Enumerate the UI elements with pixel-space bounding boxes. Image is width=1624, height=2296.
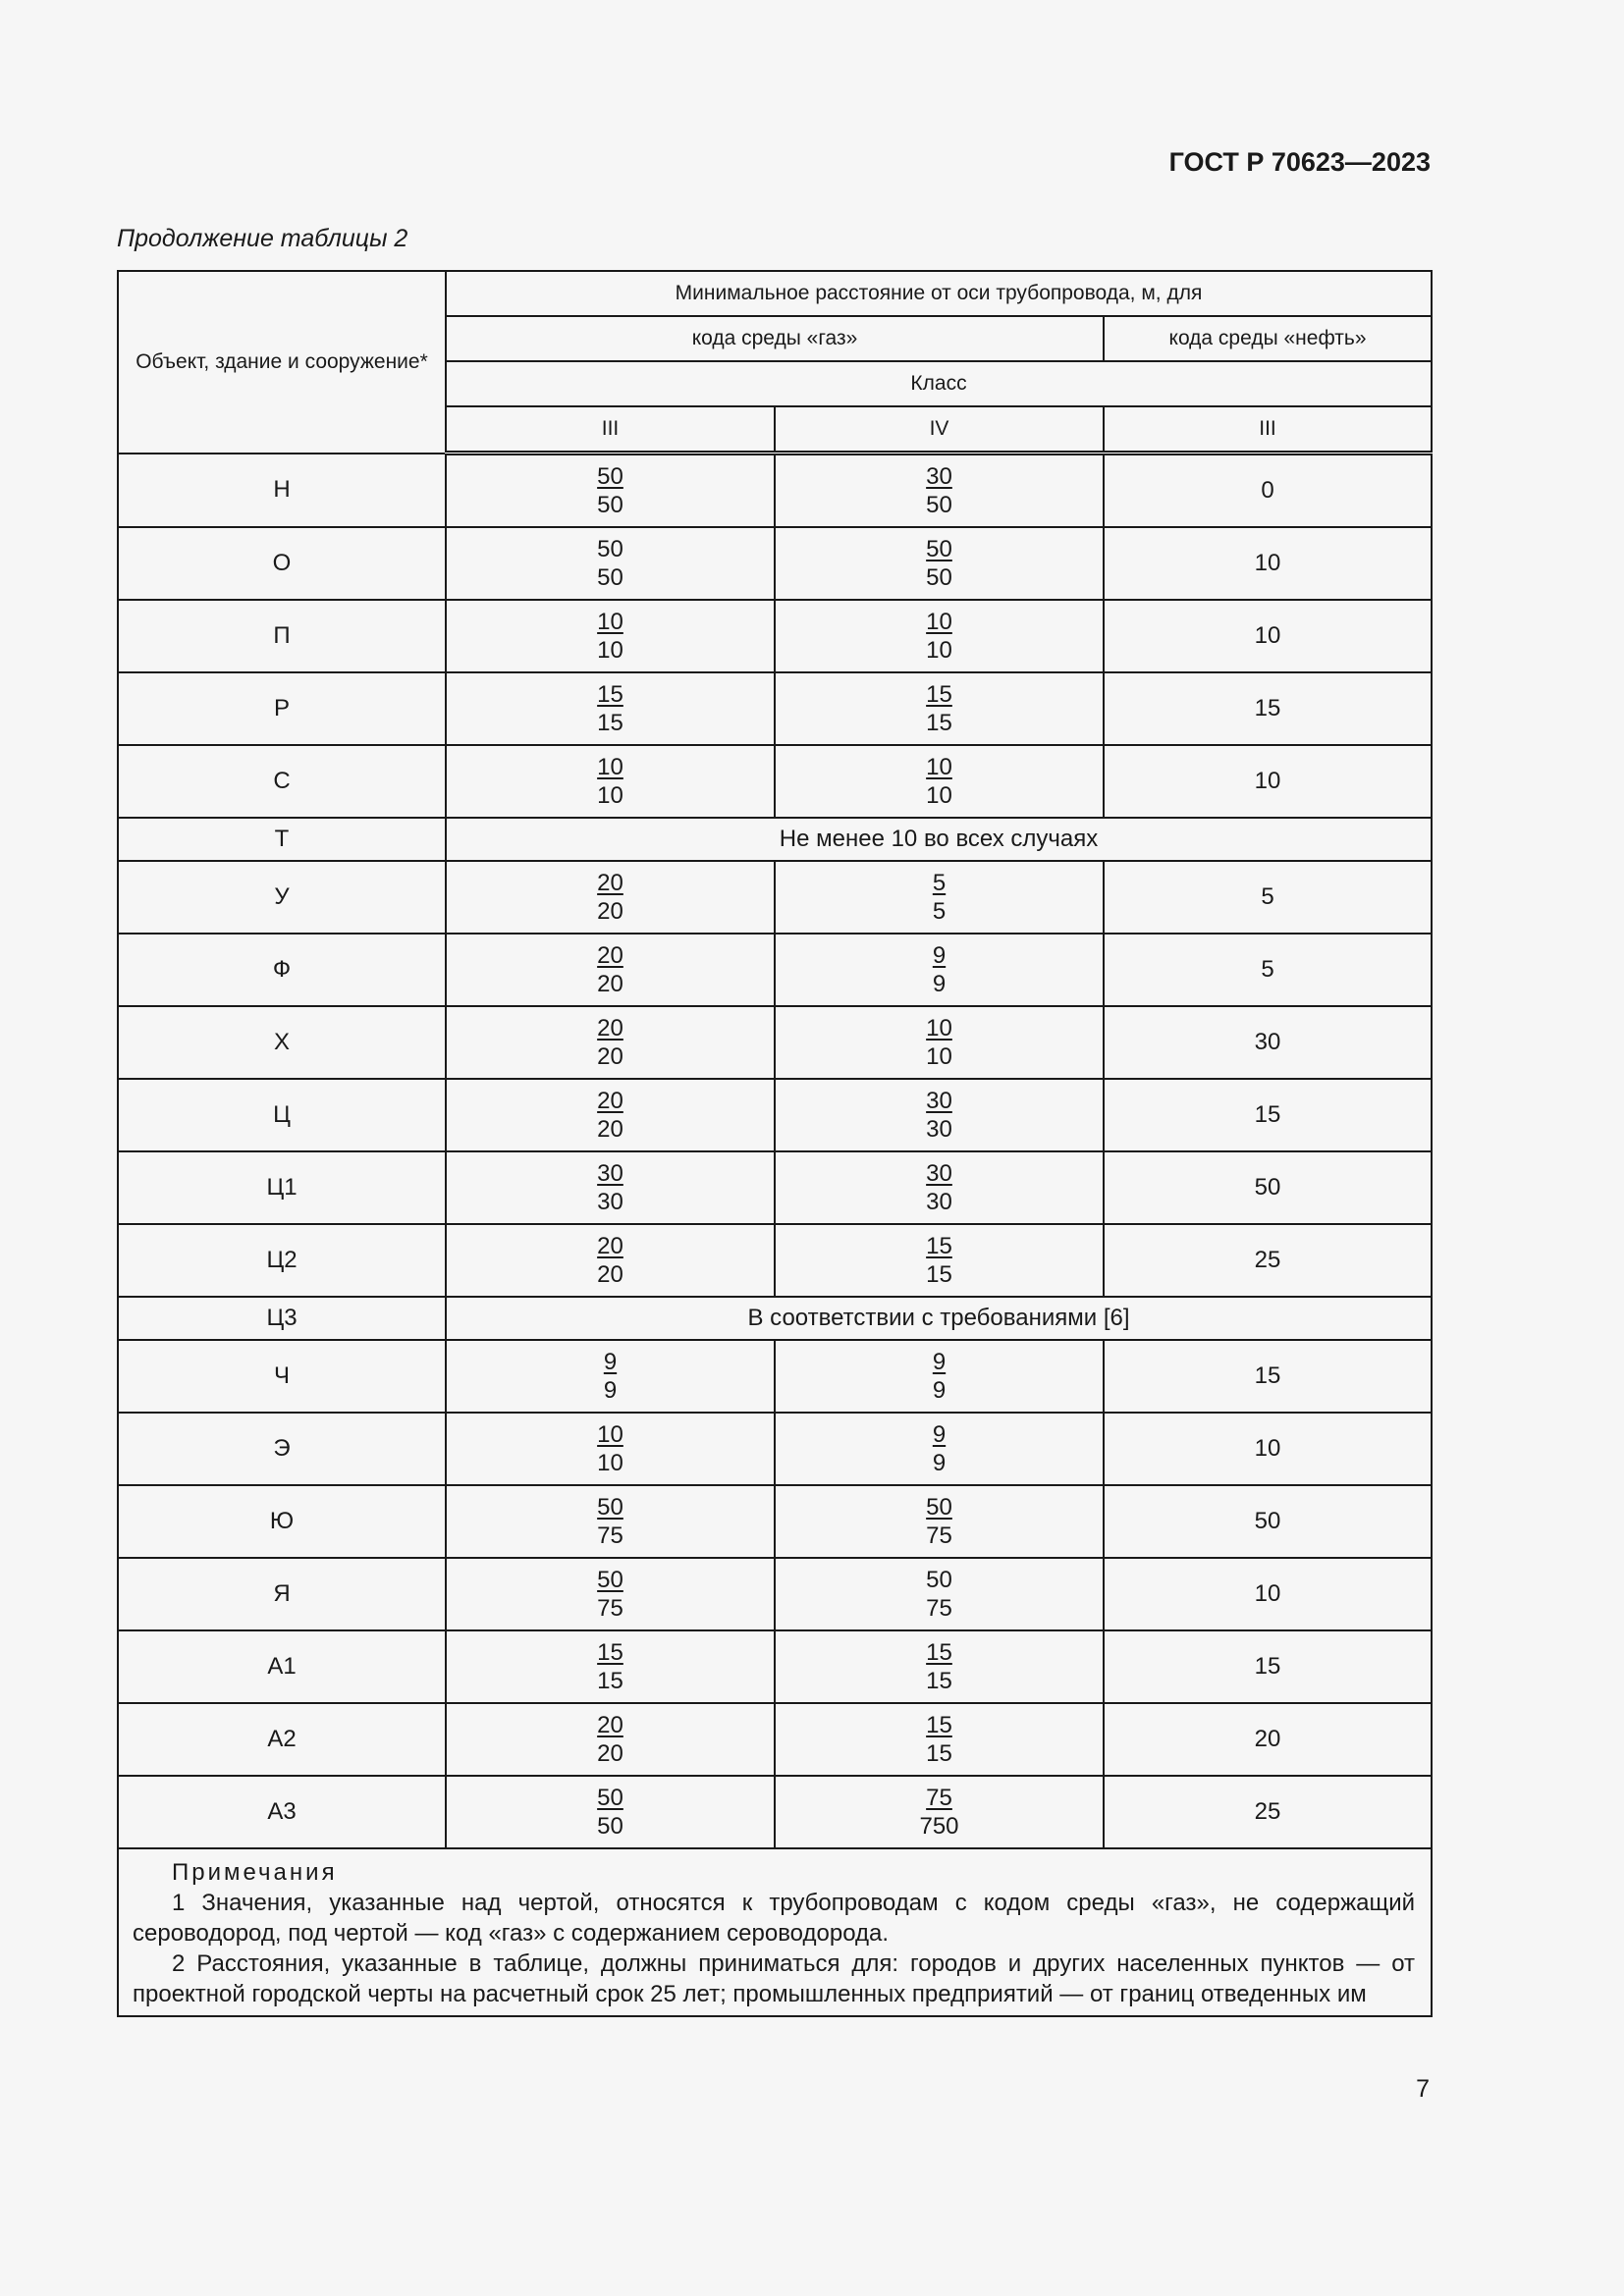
- object-name: Р: [118, 672, 446, 745]
- distance-cell-g3: [446, 1006, 775, 1079]
- header-gas: кода среды «газ»: [446, 316, 1104, 361]
- value-with-h2s: 50: [597, 564, 623, 591]
- note-1: 1 Значения, указанные над чертой, относятся к трубопроводам с кодом среды «газ», не содержащий сероводород, под чертой — код «газ» с содержанием сероводорода.: [133, 1890, 1416, 1947]
- object-name: Я: [118, 1558, 446, 1630]
- distance-cell-g3: [446, 600, 775, 672]
- object-name: Х: [118, 1006, 446, 1079]
- value-with-h2s: 5: [932, 898, 947, 925]
- fraction: [597, 535, 623, 592]
- header-min-distance: Минимальное расстояние от оси трубопровода, м, для: [446, 271, 1432, 316]
- value-no-h2s: 20: [597, 1233, 623, 1259]
- value-no-h2s: 10: [926, 1015, 952, 1041]
- distance-cell-g3: [446, 1703, 775, 1776]
- distance-cell-g4: [775, 600, 1104, 672]
- oil-distance: 5: [1104, 861, 1432, 934]
- oil-distance: 15: [1104, 1630, 1432, 1703]
- value-with-h2s: 20: [597, 971, 623, 997]
- value-no-h2s: 10: [597, 754, 623, 780]
- value-with-h2s: 20: [597, 898, 623, 925]
- value-no-h2s: 9: [932, 942, 947, 969]
- value-with-h2s: 15: [926, 1740, 952, 1767]
- value-with-h2s: 10: [926, 637, 952, 664]
- fraction: [926, 680, 952, 737]
- oil-distance: 50: [1104, 1151, 1432, 1224]
- fraction: [597, 941, 623, 998]
- fraction: [926, 535, 952, 592]
- note-2: 2 Расстояния, указанные в таблице, должны приниматься для: городов и других населенных пунктов — от проектной городской черты на расчетный срок 25 лет; промышленных предприятий — от границ отведенных им: [133, 1950, 1416, 2007]
- value-with-h2s: 15: [926, 1261, 952, 1288]
- value-no-h2s: 20: [597, 942, 623, 969]
- merged-value: Не менее 10 во всех случаях: [446, 818, 1432, 861]
- value-with-h2s: 75: [926, 1522, 952, 1549]
- fraction: [933, 1348, 946, 1405]
- fraction: [597, 1159, 623, 1216]
- distance-cell-g4: [775, 672, 1104, 745]
- table-row: [118, 527, 1432, 600]
- value-no-h2s: 9: [603, 1349, 618, 1375]
- value-no-h2s: 10: [597, 609, 623, 635]
- value-with-h2s: 75: [597, 1595, 623, 1622]
- value-with-h2s: 10: [597, 637, 623, 664]
- table-row: [118, 672, 1432, 745]
- table-row: [118, 934, 1432, 1006]
- fraction: [926, 1566, 952, 1623]
- value-with-h2s: 20: [597, 1043, 623, 1070]
- object-name: П: [118, 600, 446, 672]
- oil-distance: 25: [1104, 1224, 1432, 1297]
- object-name: Ц3: [118, 1297, 446, 1340]
- value-with-h2s: 10: [597, 1450, 623, 1476]
- distance-cell-g4: [775, 1558, 1104, 1630]
- header-oil-class-3: III: [1104, 406, 1432, 454]
- value-with-h2s: 15: [597, 1668, 623, 1694]
- distance-cell-g3: [446, 1079, 775, 1151]
- value-no-h2s: 10: [597, 1421, 623, 1448]
- distance-cell-g3: [446, 1413, 775, 1485]
- value-with-h2s: 50: [597, 492, 623, 518]
- object-name: Ф: [118, 934, 446, 1006]
- header-object: Объект, здание и сооружение*: [118, 271, 446, 454]
- value-with-h2s: 9: [932, 1377, 947, 1404]
- fraction: [597, 1420, 623, 1477]
- distance-cell-g4: [775, 1776, 1104, 1848]
- object-name: С: [118, 745, 446, 818]
- value-with-h2s: 50: [597, 1813, 623, 1840]
- value-with-h2s: 9: [932, 971, 947, 997]
- fraction: [919, 1784, 958, 1841]
- oil-distance: 10: [1104, 745, 1432, 818]
- table-row: [118, 745, 1432, 818]
- value-no-h2s: 20: [597, 1088, 623, 1114]
- fraction: [926, 1232, 952, 1289]
- fraction: [933, 941, 946, 998]
- distance-cell-g3: [446, 1558, 775, 1630]
- table-row: [118, 1079, 1432, 1151]
- oil-distance: 50: [1104, 1485, 1432, 1558]
- distance-cell-g4: [775, 745, 1104, 818]
- value-no-h2s: 50: [597, 463, 623, 490]
- fraction: [597, 753, 623, 810]
- value-with-h2s: 20: [597, 1261, 623, 1288]
- fraction: [933, 1420, 946, 1477]
- fraction: [597, 608, 623, 665]
- oil-distance: 15: [1104, 1079, 1432, 1151]
- value-no-h2s: 50: [597, 1494, 623, 1521]
- oil-distance: 15: [1104, 1340, 1432, 1413]
- value-no-h2s: 15: [926, 1712, 952, 1738]
- object-name: Т: [118, 818, 446, 861]
- oil-distance: 0: [1104, 454, 1432, 528]
- notes-heading: Примечания: [172, 1859, 338, 1886]
- value-no-h2s: 50: [926, 1494, 952, 1521]
- table-row: [118, 1413, 1432, 1485]
- header-gas-class-3: III: [446, 406, 775, 454]
- fraction: [597, 462, 623, 519]
- value-with-h2s: 20: [597, 1116, 623, 1143]
- oil-distance: 20: [1104, 1703, 1432, 1776]
- oil-distance: 10: [1104, 527, 1432, 600]
- table-row: [118, 1006, 1432, 1079]
- oil-distance: 15: [1104, 672, 1432, 745]
- value-no-h2s: 10: [926, 609, 952, 635]
- value-with-h2s: 30: [926, 1189, 952, 1215]
- value-no-h2s: 30: [926, 463, 952, 490]
- value-no-h2s: 50: [926, 536, 952, 562]
- value-no-h2s: 50: [926, 1567, 952, 1593]
- distance-table: [117, 270, 1433, 2017]
- distance-cell-g4: [775, 1485, 1104, 1558]
- value-no-h2s: 30: [926, 1160, 952, 1187]
- distance-cell-g3: [446, 934, 775, 1006]
- distance-cell-g3: [446, 745, 775, 818]
- fraction: [597, 1638, 623, 1695]
- table-row: [118, 1703, 1432, 1776]
- oil-distance: 10: [1104, 1558, 1432, 1630]
- table-row: [118, 818, 1432, 861]
- object-name: Ц2: [118, 1224, 446, 1297]
- value-no-h2s: 20: [597, 1015, 623, 1041]
- table-row: [118, 454, 1432, 528]
- value-with-h2s: 30: [926, 1116, 952, 1143]
- table-row: [118, 1485, 1432, 1558]
- value-no-h2s: 15: [926, 1233, 952, 1259]
- value-with-h2s: 20: [597, 1740, 623, 1767]
- object-name: О: [118, 527, 446, 600]
- fraction: [926, 1493, 952, 1550]
- value-with-h2s: 15: [926, 1668, 952, 1694]
- fraction: [926, 1638, 952, 1695]
- oil-distance: 30: [1104, 1006, 1432, 1079]
- value-no-h2s: 9: [932, 1349, 947, 1375]
- merged-value: В соответствии с требованиями [6]: [446, 1297, 1432, 1340]
- fraction: [597, 1784, 623, 1841]
- distance-cell-g4: [775, 454, 1104, 528]
- value-no-h2s: 15: [926, 681, 952, 708]
- oil-distance: 10: [1104, 1413, 1432, 1485]
- value-with-h2s: 9: [603, 1377, 618, 1404]
- distance-cell-g4: [775, 1079, 1104, 1151]
- fraction: [926, 1159, 952, 1216]
- value-no-h2s: 20: [597, 1712, 623, 1738]
- fraction: [597, 1711, 623, 1768]
- distance-cell-g3: [446, 1776, 775, 1848]
- fraction: [926, 1087, 952, 1144]
- notes-cell: [118, 1848, 1432, 2016]
- table-row: [118, 1558, 1432, 1630]
- fraction: [933, 869, 946, 926]
- fraction: [597, 869, 623, 926]
- object-name: Ю: [118, 1485, 446, 1558]
- value-with-h2s: 10: [597, 782, 623, 809]
- distance-cell-g4: [775, 1703, 1104, 1776]
- table-row: [118, 1340, 1432, 1413]
- value-no-h2s: 50: [597, 1567, 623, 1593]
- fraction: [926, 753, 952, 810]
- distance-cell-g3: [446, 861, 775, 934]
- value-with-h2s: 30: [597, 1189, 623, 1215]
- distance-cell-g3: [446, 527, 775, 600]
- table-caption: Продолжение таблицы 2: [117, 225, 408, 252]
- distance-cell-g3: [446, 454, 775, 528]
- object-name: А1: [118, 1630, 446, 1703]
- value-no-h2s: 50: [597, 536, 623, 562]
- distance-cell-g3: [446, 1630, 775, 1703]
- distance-cell-g3: [446, 1224, 775, 1297]
- object-name: А2: [118, 1703, 446, 1776]
- distance-cell-g3: [446, 1340, 775, 1413]
- value-with-h2s: 10: [926, 782, 952, 809]
- value-no-h2s: 30: [926, 1088, 952, 1114]
- oil-distance: 25: [1104, 1776, 1432, 1848]
- value-with-h2s: 15: [926, 710, 952, 736]
- table-row: [118, 1151, 1432, 1224]
- value-no-h2s: 20: [597, 870, 623, 896]
- object-name: А3: [118, 1776, 446, 1848]
- fraction: [604, 1348, 617, 1405]
- value-no-h2s: 15: [926, 1639, 952, 1666]
- value-no-h2s: 9: [932, 1421, 947, 1448]
- value-with-h2s: 50: [926, 564, 952, 591]
- value-with-h2s: 75: [926, 1595, 952, 1622]
- fraction: [597, 1087, 623, 1144]
- fraction: [597, 1493, 623, 1550]
- oil-distance: 10: [1104, 600, 1432, 672]
- distance-cell-g4: [775, 861, 1104, 934]
- fraction: [597, 680, 623, 737]
- value-with-h2s: 15: [597, 710, 623, 736]
- distance-cell-g3: [446, 1151, 775, 1224]
- header-class: Класс: [446, 361, 1432, 406]
- value-with-h2s: 750: [919, 1813, 959, 1840]
- value-no-h2s: 75: [926, 1785, 952, 1811]
- fraction: [597, 1232, 623, 1289]
- distance-cell-g4: [775, 934, 1104, 1006]
- table-row: [118, 1224, 1432, 1297]
- value-with-h2s: 50: [926, 492, 952, 518]
- notes-row: [118, 1848, 1432, 2016]
- value-no-h2s: 30: [597, 1160, 623, 1187]
- distance-cell-g3: [446, 1485, 775, 1558]
- header-oil: кода среды «нефть»: [1104, 316, 1432, 361]
- fraction: [926, 608, 952, 665]
- value-no-h2s: 15: [597, 681, 623, 708]
- oil-distance: 5: [1104, 934, 1432, 1006]
- header-gas-class-4: IV: [775, 406, 1104, 454]
- fraction: [597, 1566, 623, 1623]
- table-row: [118, 1297, 1432, 1340]
- document-id: ГОСТ Р 70623—2023: [1168, 147, 1431, 177]
- object-name: Н: [118, 454, 446, 528]
- distance-cell-g4: [775, 1224, 1104, 1297]
- table-row: [118, 1630, 1432, 1703]
- object-name: Ц1: [118, 1151, 446, 1224]
- distance-cell-g4: [775, 1006, 1104, 1079]
- value-with-h2s: 75: [597, 1522, 623, 1549]
- object-name: У: [118, 861, 446, 934]
- value-with-h2s: 9: [932, 1450, 947, 1476]
- value-with-h2s: 10: [926, 1043, 952, 1070]
- fraction: [597, 1014, 623, 1071]
- object-name: Ц: [118, 1079, 446, 1151]
- table-row: [118, 1776, 1432, 1848]
- value-no-h2s: 10: [926, 754, 952, 780]
- object-name: Э: [118, 1413, 446, 1485]
- distance-cell-g4: [775, 1630, 1104, 1703]
- value-no-h2s: 5: [932, 870, 947, 896]
- fraction: [926, 462, 952, 519]
- distance-cell-g4: [775, 527, 1104, 600]
- value-no-h2s: 15: [597, 1639, 623, 1666]
- distance-cell-g4: [775, 1340, 1104, 1413]
- page-number: 7: [1416, 2075, 1430, 2103]
- value-no-h2s: 50: [597, 1785, 623, 1811]
- table-row: [118, 600, 1432, 672]
- distance-cell-g4: [775, 1151, 1104, 1224]
- object-name: Ч: [118, 1340, 446, 1413]
- distance-cell-g4: [775, 1413, 1104, 1485]
- fraction: [926, 1014, 952, 1071]
- distance-cell-g3: [446, 672, 775, 745]
- table-row: [118, 861, 1432, 934]
- fraction: [926, 1711, 952, 1768]
